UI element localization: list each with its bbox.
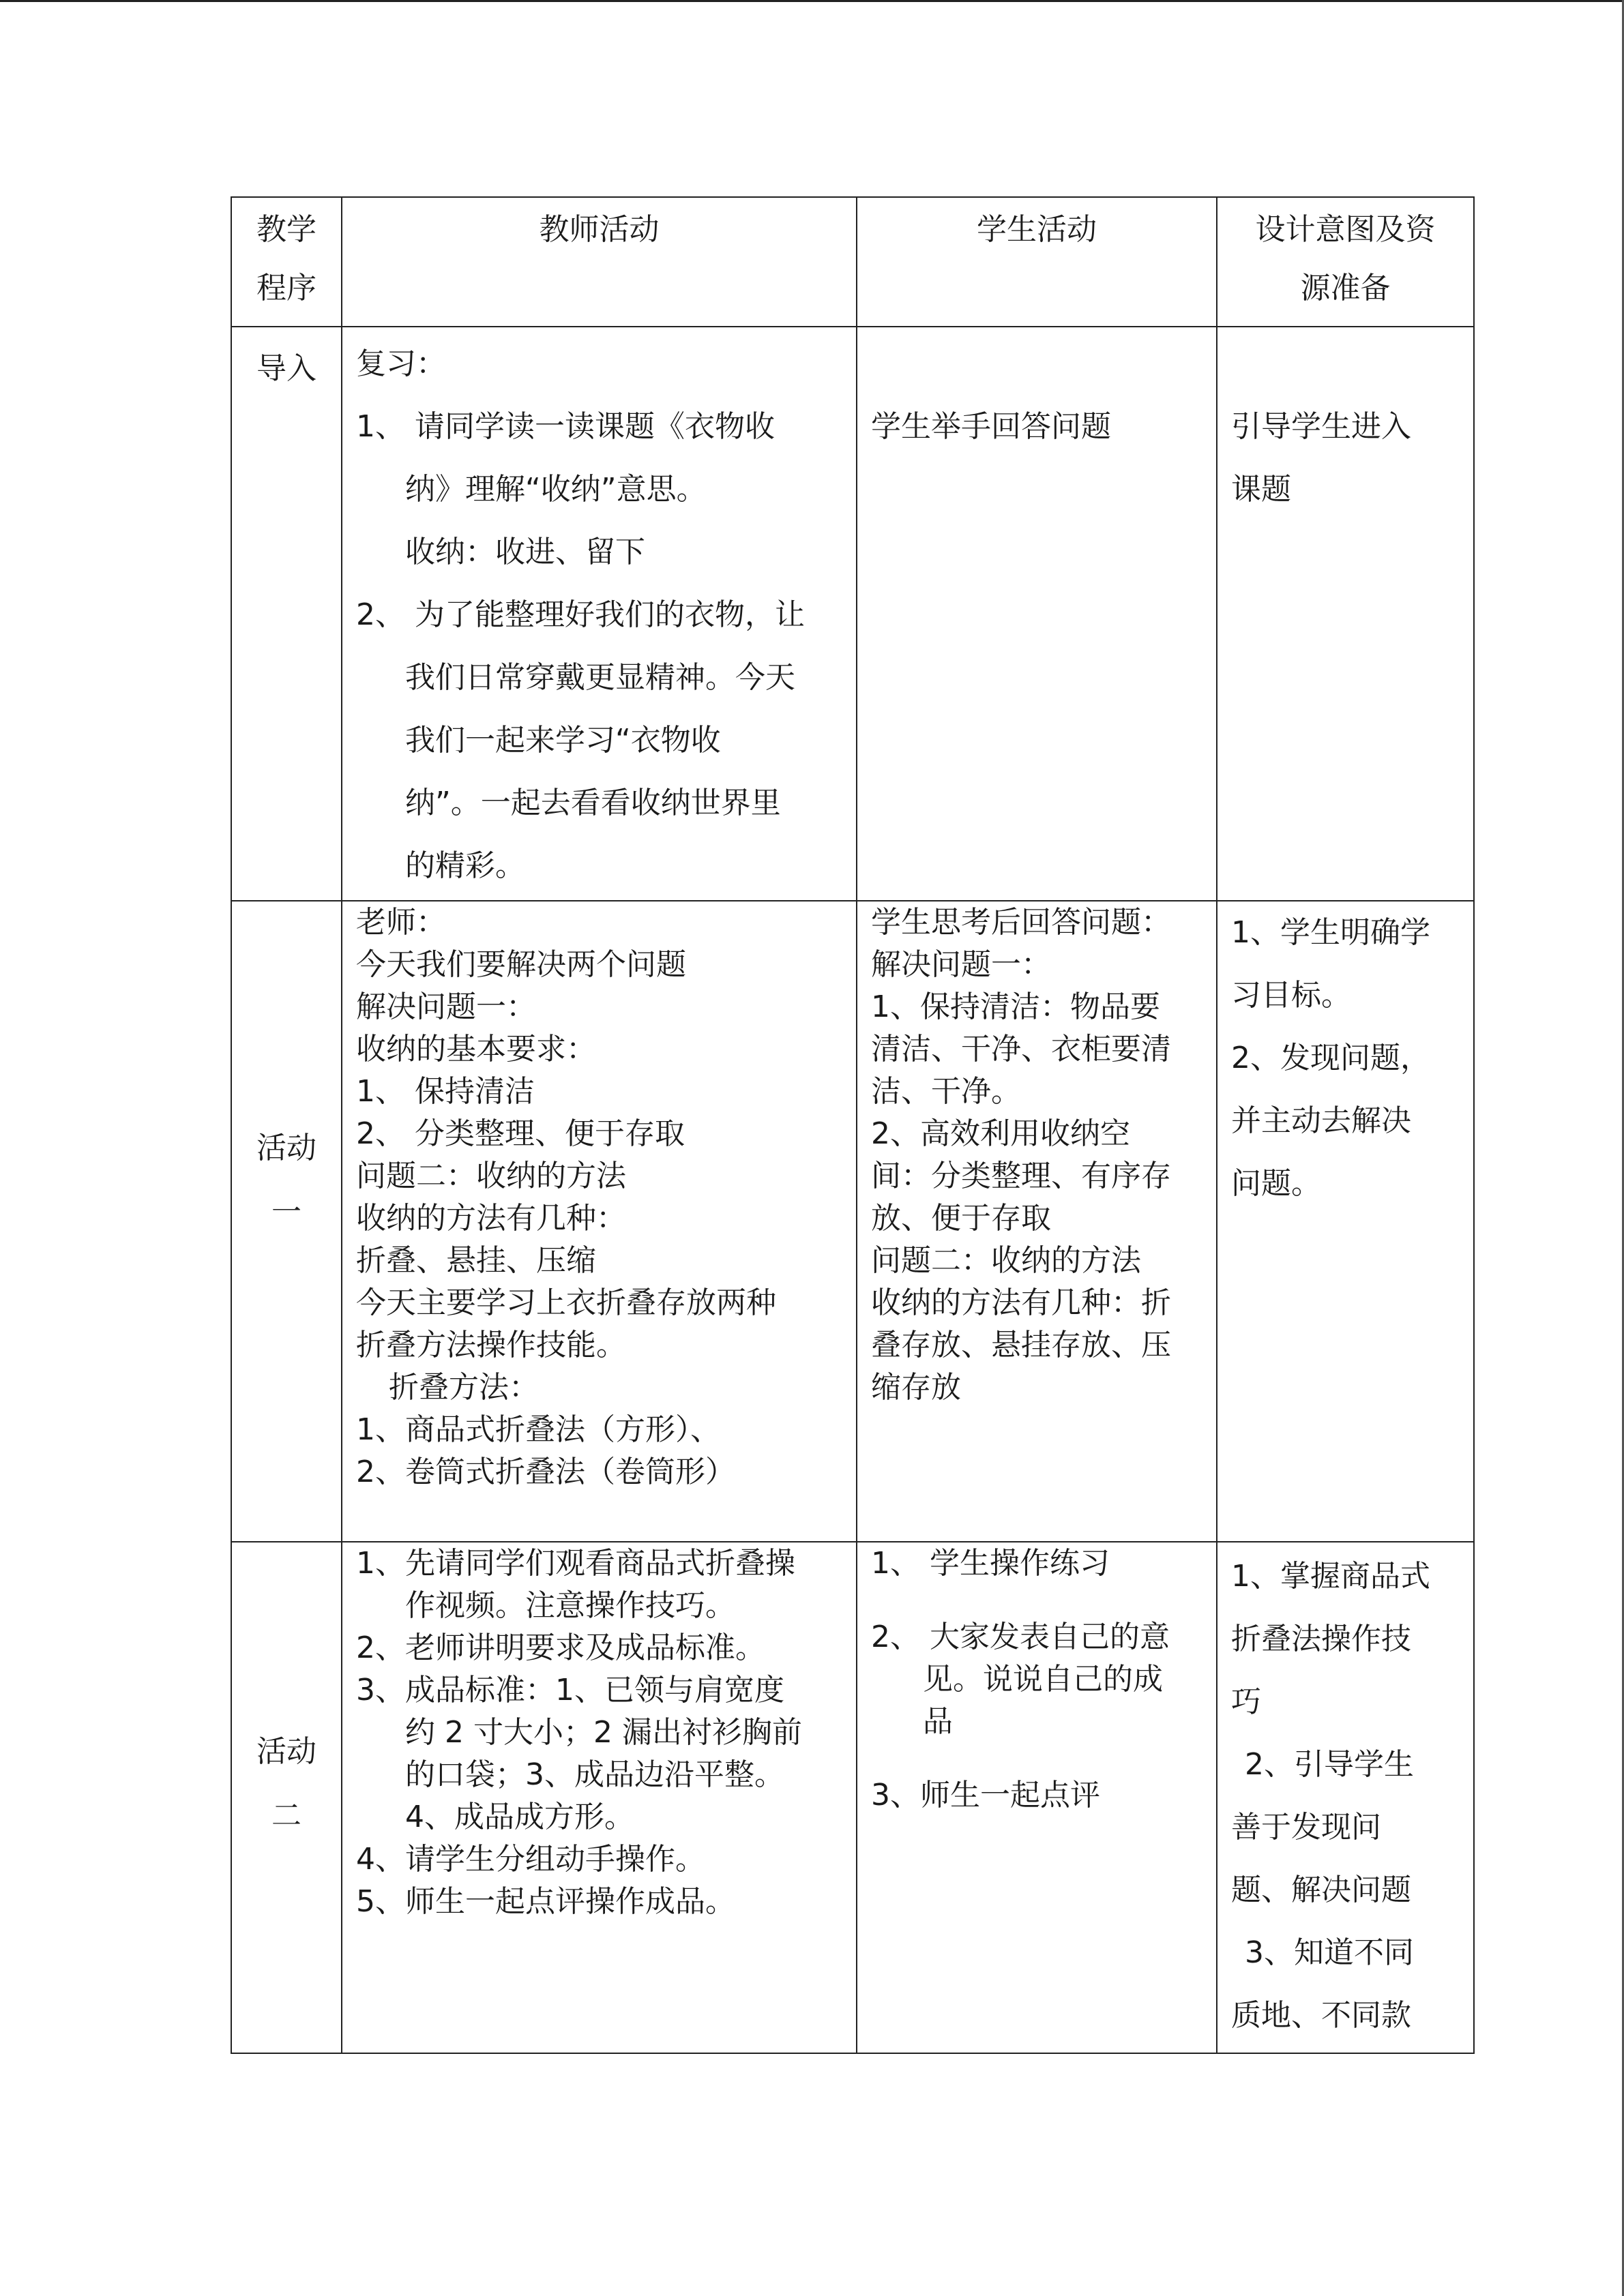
intent-line: 善于发现问 <box>1231 1810 1381 1845</box>
header-row <box>231 197 1474 327</box>
teacher-line: 收纳的基本要求： <box>356 1032 596 1067</box>
student-line: 品 <box>923 1704 953 1739</box>
teacher-line: 复习： <box>356 346 446 381</box>
row-label-text: 导入 <box>256 351 316 386</box>
intent-line: 3、知道不同 <box>1245 1935 1414 1970</box>
teacher-line: 纳》理解“收纳”意思。 <box>405 472 707 507</box>
teacher-line: 纳”。一起去看看收纳世界里 <box>405 786 781 820</box>
teacher-line: 1、商品式折叠法（方形）、 <box>356 1412 720 1447</box>
row-label-text: 活动 <box>256 1131 316 1165</box>
student-line: 间：分类整理、有序存 <box>871 1159 1171 1193</box>
student-line: 清洁、干净、衣柜要清 <box>871 1032 1171 1067</box>
student-line: 解决问题一： <box>871 947 1051 982</box>
teacher-line: 今天主要学习上衣折叠存放两种 <box>356 1285 776 1320</box>
table-row <box>231 1542 1474 2053</box>
student-line: 学生思考后回答问题： <box>871 905 1171 940</box>
teacher-line: 的精彩。 <box>405 848 525 883</box>
intent-line: 1、学生明确学 <box>1231 915 1430 950</box>
header-student-label: 学生活动 <box>977 212 1097 247</box>
student-line: 见。说说自己的成 <box>923 1662 1163 1697</box>
teacher-line: 约 2 寸大小；2 漏出衬衫胸前 <box>405 1715 802 1750</box>
teacher-line: 的口袋；3、成品边沿平整。 <box>405 1757 784 1792</box>
intent-activity-2 <box>1217 1542 1474 2053</box>
student-line: 3、师生一起点评 <box>871 1778 1100 1813</box>
intent-line: 1、掌握商品式 <box>1231 1559 1430 1594</box>
row-label-activity-1 <box>231 901 342 1542</box>
header-teacher-label: 教师活动 <box>539 212 660 247</box>
student-line: 学生举手回答问题 <box>871 409 1111 444</box>
teacher-line: 老师： <box>356 905 446 940</box>
teacher-line: 2、卷筒式折叠法（卷筒形） <box>356 1455 735 1489</box>
teacher-line: 1、 请同学读一读课题《衣物收 <box>356 409 775 444</box>
teacher-line: 4、成品成方形。 <box>405 1800 634 1834</box>
row-label-text: 一 <box>271 1195 301 1229</box>
teacher-line: 折叠、悬挂、压缩 <box>356 1243 596 1278</box>
teacher-activity-2 <box>342 1542 857 2053</box>
header-sequence <box>231 197 342 327</box>
row-label-activity-2 <box>231 1542 342 2053</box>
intent-line: 习目标。 <box>1231 978 1351 1013</box>
teacher-line: 解决问题一： <box>356 989 536 1024</box>
student-line: 叠存放、悬挂存放、压 <box>871 1328 1171 1362</box>
teacher-line: 1、 保持清洁 <box>356 1074 535 1109</box>
student-line: 1、保持清洁：物品要 <box>871 989 1160 1024</box>
header-intent <box>1217 197 1474 327</box>
teacher-line: 今天我们要解决两个问题 <box>356 947 686 982</box>
student-line: 洁、干净。 <box>871 1074 1021 1109</box>
student-line: 缩存放 <box>871 1370 961 1405</box>
student-activity-intro <box>857 327 1217 901</box>
row-label-intro <box>231 327 342 901</box>
student-line: 问题二：收纳的方法 <box>871 1243 1141 1278</box>
intent-intro <box>1217 327 1474 901</box>
student-line: 1、 学生操作练习 <box>871 1546 1110 1581</box>
intent-line: 巧 <box>1231 1684 1261 1719</box>
header-sequence-line1: 教学 <box>256 212 316 247</box>
table-row <box>231 327 1474 901</box>
student-line: 2、 大家发表自己的意 <box>871 1620 1170 1654</box>
header-sequence-line2: 程序 <box>256 271 316 305</box>
teacher-line: 问题二：收纳的方法 <box>356 1159 626 1193</box>
teacher-line: 折叠方法操作技能。 <box>356 1328 626 1362</box>
teacher-line: 作视频。注意操作技巧。 <box>405 1588 735 1623</box>
intent-activity-1 <box>1217 901 1474 1542</box>
intent-line: 题、解决问题 <box>1231 1873 1411 1907</box>
intent-line: 引导学生进入 <box>1231 409 1411 444</box>
student-line: 2、高效利用收纳空 <box>871 1116 1130 1151</box>
row-label-text: 活动 <box>256 1734 316 1769</box>
header-teacher <box>342 197 857 327</box>
row-label-text: 二 <box>271 1798 301 1833</box>
intent-line: 并主动去解决 <box>1231 1103 1411 1138</box>
table-row <box>231 901 1474 1542</box>
intent-line: 折叠法操作技 <box>1231 1622 1411 1656</box>
lesson-plan-table <box>231 196 1475 2054</box>
teacher-line: 折叠方法： <box>389 1370 539 1405</box>
teacher-activity-intro <box>342 327 857 901</box>
student-activity-2 <box>857 1542 1217 2053</box>
intent-line: 2、发现问题， <box>1231 1041 1430 1075</box>
intent-line: 课题 <box>1231 472 1291 507</box>
intent-line: 问题。 <box>1231 1166 1321 1201</box>
teacher-line: 2、老师讲明要求及成品标准。 <box>356 1630 765 1665</box>
teacher-line: 我们日常穿戴更显精神。今天 <box>405 660 795 695</box>
intent-line: 质地、不同款 <box>1231 1998 1411 2033</box>
teacher-line: 4、请学生分组动手操作。 <box>356 1842 705 1877</box>
header-intent-line2: 源准备 <box>1300 271 1391 305</box>
header-intent-line1: 设计意图及资 <box>1255 212 1436 247</box>
teacher-line: 2、 分类整理、便于存取 <box>356 1116 685 1151</box>
teacher-line: 1、先请同学们观看商品式折叠操 <box>356 1546 795 1581</box>
teacher-activity-1 <box>342 901 857 1542</box>
header-student <box>857 197 1217 327</box>
teacher-line: 收纳的方法有几种： <box>356 1201 626 1236</box>
student-line: 收纳的方法有几种：折 <box>871 1285 1171 1320</box>
page-top-border <box>0 0 1624 2</box>
teacher-line: 我们一起来学习“衣物收 <box>405 723 721 758</box>
student-activity-1 <box>857 901 1217 1542</box>
intent-line: 2、引导学生 <box>1245 1747 1414 1782</box>
teacher-line: 收纳：收进、留下 <box>405 535 645 569</box>
teacher-line: 5、师生一起点评操作成品。 <box>356 1884 735 1919</box>
teacher-line: 3、成品标准：1、已领与肩宽度 <box>356 1673 784 1708</box>
student-line: 放、便于存取 <box>871 1201 1051 1236</box>
teacher-line: 2、 为了能整理好我们的衣物，让 <box>356 597 805 632</box>
